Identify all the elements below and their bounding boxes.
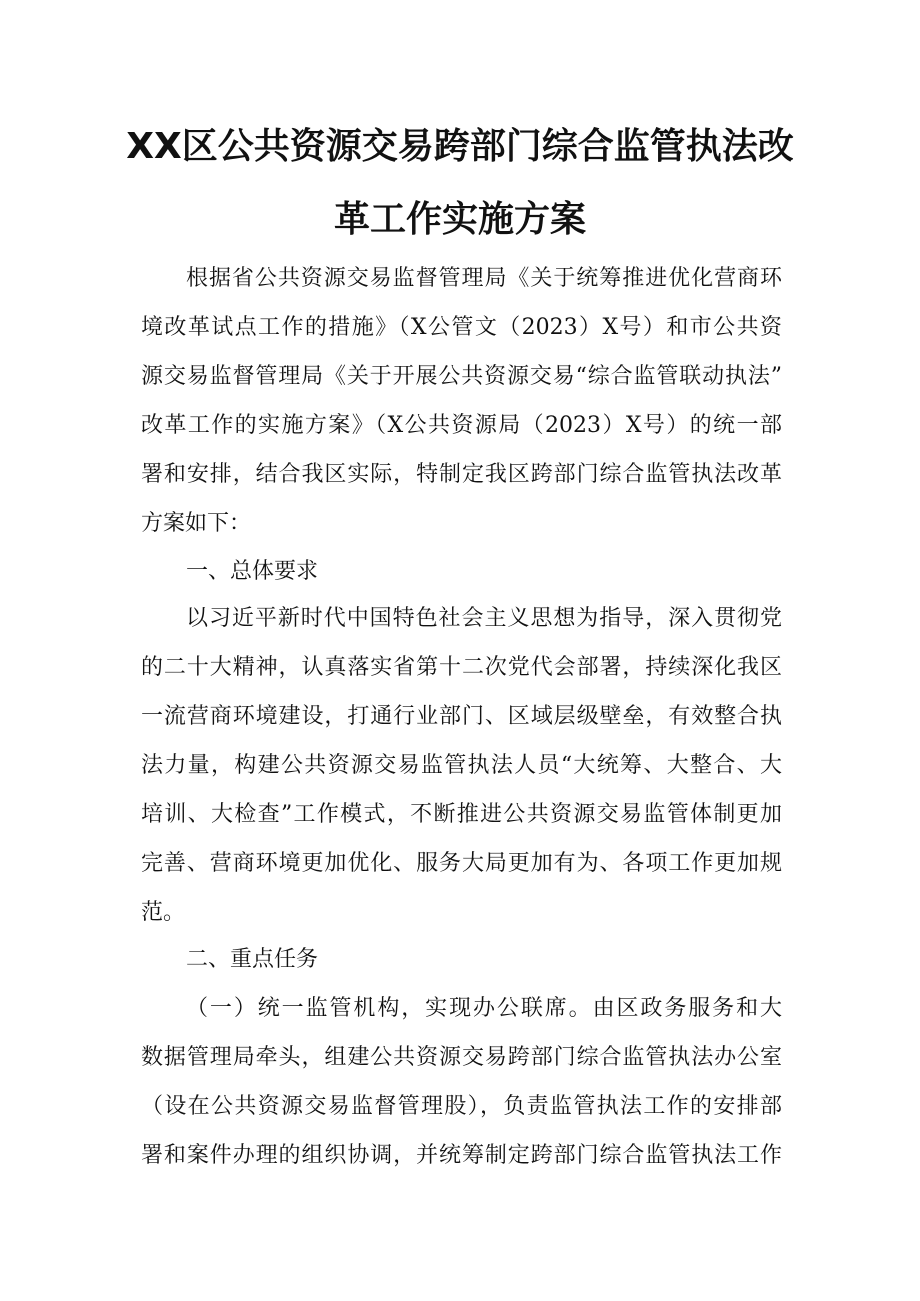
intro-line: 方案如下： — [141, 511, 252, 536]
section-2-item-1-line: 署和案件办理的组织协调，并统筹制定跨部门综合监管执法工作 — [141, 1143, 782, 1168]
section-2-heading: 二、重点任务 — [186, 947, 319, 972]
section-2-item-1-line: （设在公共资源交易监督管理股），负责监管执法工作的安排部 — [141, 1094, 782, 1119]
intro-line: 改革工作的实施方案》（X公共资源局（2023）X号）的统一部 — [141, 413, 782, 438]
intro-line: 境改革试点工作的措施》（X公管文（2023）X号）和市公共资 — [141, 315, 782, 340]
intro-line: 署和安排，结合我区实际，特制定我区跨部门综合监管执法改革 — [141, 462, 782, 487]
intro-line: 源交易监督管理局《关于开展公共资源交易“综合监管联动执法” — [141, 364, 782, 389]
document-title-line-2: 革工作实施方案 — [333, 199, 586, 240]
section-1-line: 法力量，构建公共资源交易监管执法人员“大统筹、大整合、大 — [141, 753, 782, 778]
section-1-line: 完善、营商环境更加优化、服务大局更加有为、各项工作更加规 — [141, 851, 782, 876]
section-1-line: 的二十大精神，认真落实省第十二次党代会部署，持续深化我区 — [141, 655, 782, 680]
section-1-line: 一流营商环境建设，打通行业部门、区域层级壁垒，有效整合执 — [141, 704, 782, 729]
section-1-line: 范。 — [141, 900, 186, 925]
section-1-heading: 一、总体要求 — [186, 559, 319, 584]
section-2-item-1-line: 数据管理局牵头，组建公共资源交易跨部门综合监管执法办公室 — [141, 1045, 782, 1070]
intro-line: 根据省公共资源交易监督管理局《关于统筹推进优化营商环 — [186, 266, 782, 291]
section-2-item-1-line: （一）统一监管机构，实现办公联席。由区政务服务和大 — [186, 996, 782, 1021]
section-1-line: 培训、大检查”工作模式，不断推进公共资源交易监管体制更加 — [141, 802, 782, 827]
section-1-line: 以习近平新时代中国特色社会主义思想为指导，深入贯彻党 — [186, 606, 782, 631]
document-title-line-1: XX区公共资源交易跨部门综合监管执法改 — [126, 126, 794, 167]
